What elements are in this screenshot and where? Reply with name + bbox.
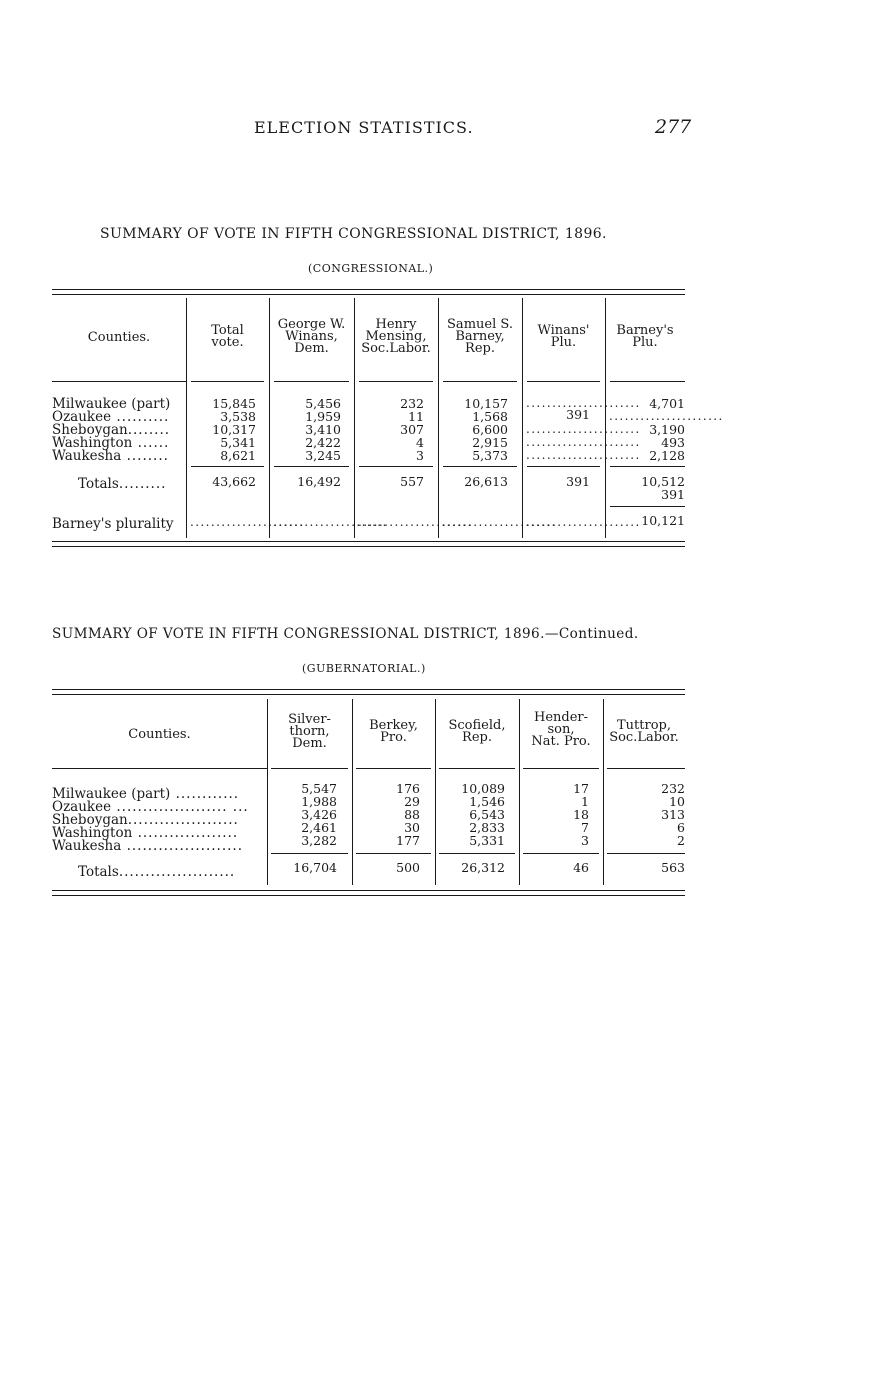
berkey-vote: 30 xyxy=(404,820,420,835)
scofield-vote: 26,312 xyxy=(461,860,505,875)
table2-sum-rule xyxy=(356,853,431,854)
dot-leader: ..................... ... xyxy=(111,799,249,815)
table1-sum-rule xyxy=(191,466,264,467)
table1-header-rule xyxy=(443,381,517,382)
table1-sum-rule xyxy=(610,466,685,467)
tuttrop-vote: 10 xyxy=(669,794,685,809)
table1-header-mensing: Henry Mensing, Soc.Labor. xyxy=(361,317,431,356)
dot-leader: ...................... xyxy=(118,864,236,880)
empty-cell-leader: ...................... xyxy=(526,396,641,410)
plurality-value: 10,121 xyxy=(641,513,685,528)
barney-plurality: 3,190 xyxy=(649,422,685,437)
tuttrop-vote: 313 xyxy=(661,807,685,822)
total-vote: 5,341 xyxy=(220,435,256,450)
table2-sum-rule xyxy=(439,853,515,854)
county-name: Sheboygan xyxy=(52,812,128,828)
county-name: Waukesha xyxy=(52,448,122,464)
table2-sum-rule xyxy=(607,853,685,854)
tuttrop-vote: 232 xyxy=(661,781,685,796)
table2-bottom-rule xyxy=(52,890,685,896)
mensing-vote: 4 xyxy=(416,435,424,450)
table1-header-barney: Samuel S. Barney, Rep. xyxy=(447,317,513,356)
table1-bottom-rule xyxy=(52,541,685,547)
barney-plurality: 2,128 xyxy=(649,448,685,463)
berkey-vote: 176 xyxy=(396,781,420,796)
tuttrop-vote: 563 xyxy=(661,860,685,875)
table1-title: SUMMARY OF VOTE IN FIFTH CONGRESSIONAL DISTRICT, 1896. xyxy=(100,226,607,242)
barney-plurality: 493 xyxy=(661,435,685,450)
scofield-vote: 6,543 xyxy=(469,807,505,822)
empty-cell-leader: ...................... xyxy=(358,515,473,529)
dot-leader: ...... xyxy=(132,435,170,451)
barney-vote: 26,613 xyxy=(464,474,508,489)
table2-header-henderson: Hender- son, Nat. Pro. xyxy=(531,710,591,749)
total-vote: 3,538 xyxy=(220,409,256,424)
winans-vote: 2,422 xyxy=(305,435,341,450)
barney-plurality: 10,512 xyxy=(641,474,685,489)
county-name: Washington xyxy=(52,435,133,451)
table1-header-rule xyxy=(610,381,685,382)
silverthorn-vote: 16,704 xyxy=(293,860,337,875)
empty-cell-leader: ...................... xyxy=(609,409,724,423)
berkey-vote: 88 xyxy=(404,807,420,822)
table1-header-total: Total vote. xyxy=(211,323,244,350)
table2-header-silverthorn: Silver- thorn, Dem. xyxy=(288,712,331,751)
table2-title: SUMMARY OF VOTE IN FIFTH CONGRESSIONAL DISTRICT, 1896.—Continued. xyxy=(52,626,639,642)
silverthorn-vote: 1,988 xyxy=(301,794,337,809)
berkey-vote: 500 xyxy=(396,860,420,875)
table1-plurality-rule xyxy=(610,506,685,507)
total-vote: 43,662 xyxy=(212,474,256,489)
dot-leader: ............ xyxy=(170,786,240,802)
table1-header-rule xyxy=(274,381,349,382)
tuttrop-vote: 2 xyxy=(677,833,685,848)
table2-header-rule xyxy=(439,768,515,769)
dot-leader: ................... xyxy=(132,825,239,841)
table1-header-winans: George W. Winans, Dem. xyxy=(277,317,346,356)
winans-plurality: 391 xyxy=(566,474,590,489)
table1-header-rule xyxy=(191,381,264,382)
silverthorn-vote: 3,426 xyxy=(301,807,337,822)
county-name: Milwaukee (part) xyxy=(52,396,171,412)
mensing-vote: 232 xyxy=(400,396,424,411)
mensing-vote: 3 xyxy=(416,448,424,463)
silverthorn-vote: 5,547 xyxy=(301,781,337,796)
barney-vote: 6,600 xyxy=(472,422,508,437)
table1-header-rule xyxy=(359,381,433,382)
county-name: Ozaukee xyxy=(52,409,112,425)
dot-leader: ........ xyxy=(127,422,171,438)
henderson-vote: 7 xyxy=(581,820,589,835)
mensing-vote: 557 xyxy=(400,474,424,489)
tuttrop-vote: 6 xyxy=(677,820,685,835)
table1-top-rule xyxy=(52,289,685,295)
table1-header-rule xyxy=(527,381,600,382)
table2-header-berkey: Berkey, Pro. xyxy=(369,718,418,745)
totals-label: Totals xyxy=(78,864,119,880)
empty-cell-leader: ...................... xyxy=(526,515,641,529)
county-name: Sheboygan xyxy=(52,422,128,438)
winans-plurality: 391 xyxy=(566,407,590,422)
table2-header-counties: Counties. xyxy=(128,727,191,742)
table2-header-rule xyxy=(271,768,348,769)
barney-vote: 10,157 xyxy=(464,396,508,411)
table1-sum-rule xyxy=(274,466,349,467)
dot-leader: ........ xyxy=(121,448,169,464)
mensing-vote: 307 xyxy=(400,422,424,437)
scofield-vote: 2,833 xyxy=(469,820,505,835)
table2-subtitle: (GUBERNATORIAL.) xyxy=(302,662,426,675)
empty-cell-leader: ...................... xyxy=(190,515,305,529)
total-vote: 8,621 xyxy=(220,448,256,463)
winans-vote: 16,492 xyxy=(297,474,341,489)
silverthorn-vote: 3,282 xyxy=(301,833,337,848)
barney-plurality: 4,701 xyxy=(649,396,685,411)
table1-sum-rule xyxy=(443,466,517,467)
table1-sum-rule xyxy=(527,466,600,467)
berkey-vote: 29 xyxy=(404,794,420,809)
total-vote: 10,317 xyxy=(212,422,256,437)
scofield-vote: 10,089 xyxy=(461,781,505,796)
henderson-vote: 1 xyxy=(581,794,589,809)
empty-cell-leader: ...................... xyxy=(273,515,388,529)
empty-cell-leader: ...................... xyxy=(526,448,641,462)
table2-header-tuttrop: Tuttrop, Soc.Labor. xyxy=(609,718,679,745)
empty-cell-leader: ...................... xyxy=(442,515,557,529)
winans-vote: 5,456 xyxy=(305,396,341,411)
totals-label: Totals xyxy=(78,476,119,492)
scofield-vote: 5,331 xyxy=(469,833,505,848)
barney-vote: 2,915 xyxy=(472,435,508,450)
dot-leader: .......... xyxy=(111,409,170,425)
dot-leader: ...................... xyxy=(121,838,243,854)
mensing-vote: 11 xyxy=(408,409,424,424)
winans-vote: 3,245 xyxy=(305,448,341,463)
barney-plurality-deduction: 391 xyxy=(661,487,685,502)
henderson-vote: 46 xyxy=(573,860,589,875)
county-name: Waukesha xyxy=(52,838,122,854)
table1-sum-rule xyxy=(359,466,433,467)
table1-subtitle: (CONGRESSIONAL.) xyxy=(308,262,434,275)
barney-vote: 1,568 xyxy=(472,409,508,424)
table2-sum-rule xyxy=(523,853,599,854)
plurality-label: Barney's plurality xyxy=(52,516,174,532)
table1-header-rule xyxy=(52,381,186,382)
winans-vote: 3,410 xyxy=(305,422,341,437)
berkey-vote: 177 xyxy=(396,833,420,848)
county-name: Ozaukee xyxy=(52,799,112,815)
silverthorn-vote: 2,461 xyxy=(301,820,337,835)
barney-vote: 5,373 xyxy=(472,448,508,463)
total-vote: 15,845 xyxy=(212,396,256,411)
empty-cell-leader: ...................... xyxy=(526,422,641,436)
table2-header-rule xyxy=(356,768,431,769)
table2-header-rule xyxy=(523,768,599,769)
page-number: 277 xyxy=(655,116,692,138)
dot-leader: ..................... xyxy=(127,812,239,828)
table2-header-rule xyxy=(52,768,267,769)
table1-header-barney-plu: Barney's Plu. xyxy=(616,323,674,350)
scofield-vote: 1,546 xyxy=(469,794,505,809)
table2-sum-rule xyxy=(271,853,348,854)
table2-header-scofield: Scofield, Rep. xyxy=(448,718,506,745)
running-head: ELECTION STATISTICS. xyxy=(254,118,474,137)
winans-vote: 1,959 xyxy=(305,409,341,424)
table1-header-counties: Counties. xyxy=(87,330,151,345)
county-name: Milwaukee (part) xyxy=(52,786,171,802)
table2-header-rule xyxy=(607,768,685,769)
henderson-vote: 3 xyxy=(581,833,589,848)
henderson-vote: 18 xyxy=(573,807,589,822)
henderson-vote: 17 xyxy=(573,781,589,796)
empty-cell-leader: ...................... xyxy=(526,435,641,449)
county-name: Washington xyxy=(52,825,133,841)
dot-leader: ......... xyxy=(118,476,167,492)
table1-header-winans-plu: Winans' Plu. xyxy=(537,323,590,350)
table2-top-rule xyxy=(52,689,685,695)
